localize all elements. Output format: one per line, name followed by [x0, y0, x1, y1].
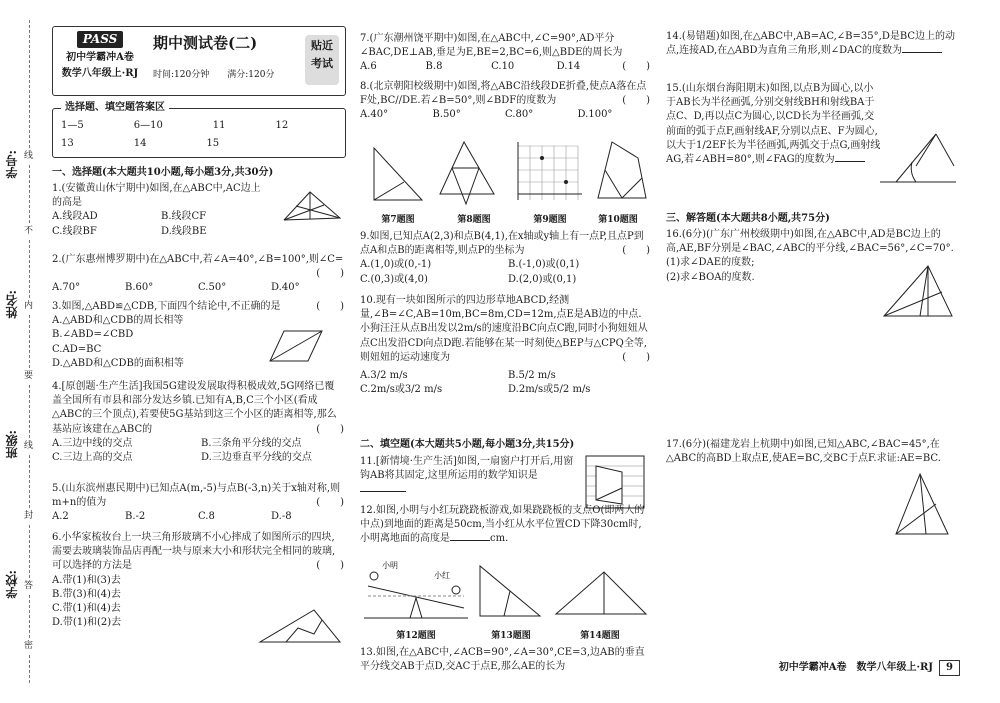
q9-option: B.(-1,0)或(0,1) — [508, 259, 580, 271]
q4-stem: 4.[原创题·生产生活]我国5G建设发展取得积极成效,5G网络已覆盖全国所有市县和部分发达乡镇.已知有A,B,C三个小区(看成△ABC的三个顶点),若要使5G基站到这三个小区的距离相等,那么基站应该建在△ABC的 — [52, 381, 337, 435]
grade-label: 数学八年级上·RJ — [61, 68, 139, 80]
cut-char: 答 — [24, 581, 34, 591]
q10-option: C.2m/s或3/2 m/s — [360, 384, 443, 396]
figure-captions-row — [360, 214, 650, 227]
answer-paren: ( ) — [316, 268, 344, 280]
q1-stem: 1.(安徽黄山休宁期中)如图,在△ABC中,AC边上的高是 — [52, 183, 261, 209]
answer-paren: ( ) — [622, 61, 650, 73]
answer-paren: ( ) — [316, 497, 344, 509]
q5-option: C.8 — [198, 511, 215, 523]
question-15 — [666, 82, 882, 167]
question-17 — [666, 438, 962, 466]
q9-figure — [510, 140, 584, 210]
full-score: 满分:120分 — [227, 70, 275, 80]
q5-stem: 5.(山东滨州惠民期中)已知点A(m,-5)与点B(-3,n)关于x轴对称,则m+n的值为 — [52, 483, 341, 509]
section-title-3: 三、解答题(本大题共8小题,共75分) — [666, 213, 830, 224]
footer-text: 初中学霸冲A卷 数学八年级上·RJ — [778, 662, 934, 673]
q10-stem: 10.现有一块如图所示的四边形草地ABCD,经测量,∠B=∠C,AB=10m,BC=8m,CD=12m,点E是AB边的中点.小狗汪汪从点B出发以2m/s的速度沿BC向点C跑,同时小狗妞妞从点C出发沿CD向点D跑.若能够在某一时刻使△BEP与△CPQ全等,则妞妞的运动速度为 — [360, 295, 648, 363]
q17-figure — [892, 470, 952, 542]
q3-option: D.△ABD和△CDB的面积相等 — [52, 357, 184, 369]
figure-caption: 第10题图 — [598, 215, 638, 225]
q1-figure — [280, 188, 344, 232]
q5-option: D.-8 — [271, 511, 292, 523]
q6-option: D.带(1)和(2)去 — [52, 617, 122, 629]
answer-paren: ( ) — [622, 245, 650, 257]
question-10 — [360, 294, 650, 397]
q2-option: B.60° — [125, 282, 154, 294]
q2-option: D.40° — [271, 282, 300, 294]
q10-option: A.3/2 m/s — [360, 369, 408, 381]
q7-stem: 7.(广东潮州饶平期中)如图,在△ABC中,∠C=90°,AD平分∠BAC,DE⊥AB,垂足为E,BE=2,BC=6,则△BDE的周长为 — [360, 33, 623, 59]
q5-option: B.-2 — [125, 511, 146, 523]
answer-paren: ( ) — [622, 351, 650, 363]
q7-option: B.8 — [425, 61, 443, 73]
q7-option: A.6 — [360, 61, 377, 73]
pass-logo: PASS — [77, 31, 124, 48]
q9-option: D.(2,0)或(0,1) — [508, 273, 577, 285]
q8-option: B.50° — [432, 109, 461, 121]
q4-option: D.三边垂直平分线的交点 — [201, 451, 312, 463]
q12-name: 小明 — [382, 561, 398, 570]
cut-char: 线 — [24, 151, 34, 161]
q8-option: D.100° — [577, 109, 613, 121]
q15-figure — [876, 126, 960, 192]
q6-option: B.带(3)和(4)去 — [52, 588, 121, 600]
figure-captions-row — [360, 630, 650, 643]
q2-option: A.70° — [52, 282, 81, 294]
question-14 — [666, 30, 962, 58]
binding-rail — [0, 0, 48, 703]
q8-stem: 8.(北京朝阳校级期中)如图,将△ABC沿线段DE折叠,使点A落在点F处,BC//DE.若∠B=50°,则∠BDF的度数为 — [360, 81, 647, 107]
time-limit: 时间:120分钟 — [153, 70, 210, 80]
q13-stem: 13.如图,在△ABC中,∠ACB=90°,∠A=30°,CE=3,边AB的垂直平分线交AB于点D,交AC于点E,那么AE的长为 — [360, 647, 645, 673]
figure-caption: 第8题图 — [457, 215, 491, 225]
q10-option: D.2m/s或5/2 m/s — [508, 384, 591, 396]
question-12 — [360, 504, 650, 547]
q6-stem: 6.小华家梳妆台上一块三角形玻璃不小心摔成了如图所示的四块,需要去玻璃装饰品店再配一块与原来大小和形状完全相同的玻璃,可以选择的方法是 — [52, 532, 336, 572]
q8-option: A.40° — [360, 109, 389, 121]
answer-box-title: 选择题、填空题答案区 — [61, 101, 169, 115]
rail-label-id: 学号: — [5, 150, 19, 179]
figure-caption: 第14题图 — [580, 631, 620, 641]
q14-stem: 14.(易错题)如图,在△ABC中,AB=AC,∠B=35°,D是BC边上的动点,连接AD,在△ABD为直角三角形,则∠DAC的度数为 — [666, 31, 956, 57]
q3-option: C.AD=BC — [52, 343, 102, 355]
q9-option: C.(0,3)或(4,0) — [360, 273, 428, 285]
q11-stem: 11.[新情境·生产生活]如图,一扇窗户打开后,用窗钩AB将其固定,这里所运用的数学知识是 — [360, 456, 574, 482]
q12-figure — [360, 556, 472, 628]
q11-figure — [582, 452, 648, 512]
question-7 — [360, 32, 650, 75]
cut-char: 内 — [24, 301, 34, 311]
q7-option: C.10 — [491, 61, 515, 73]
q17-stem: 17.(6分)(福建龙岩上杭期中)如图,已知△ABC,∠BAC=45°,在△ABC的高BD上取点E,使AE=BC,交BC于点F.求证:AE=BC. — [666, 439, 941, 465]
rail-label-class: 班级: — [5, 430, 19, 459]
q4-option: C.三边上高的交点 — [52, 451, 133, 463]
cut-char: 线 — [24, 441, 34, 451]
rail-label-school: 学校: — [5, 570, 19, 599]
q2-stem: 2.(广东惠州博罗期中)在△ABC中,若∠A=40°,∠B=100°,则∠C= — [52, 254, 344, 265]
question-13 — [360, 646, 650, 674]
rail-label-name: 姓名: — [5, 290, 19, 319]
section-title-1: 一、选择题(本大题共10小题,每小题3分,共30分) — [52, 167, 274, 178]
q14-figure — [552, 566, 650, 622]
question-9 — [360, 230, 650, 287]
q8-figure — [436, 138, 498, 208]
answer-paren: ( ) — [316, 423, 344, 435]
q4-option: B.三条角平分线的交点 — [201, 437, 302, 449]
q2-option: C.50° — [198, 282, 227, 294]
q9-stem: 9.如图,已知点A(2,3)和点B(4,1),在x轴或y轴上有一点P,且点P到点A和点B的距离相等,则点P的坐标为 — [360, 231, 644, 257]
q1-option: C.线段BF — [52, 225, 97, 237]
figure-caption: 第13题图 — [491, 631, 531, 641]
q15-stem: 15.(山东烟台海阳期末)如图,以点B为圆心,以小于AB长为半径画弧,分别交射线BH和射线BA于点C、D,再以点C为圆心,以CD长为半径画弧,交前面的弧于点F,画射线AF,分别以点E、F为圆心,以大于1/2EF长为半径画弧,两弧交于点G,画射线AG,若∠ABH=80°,则∠FAG的度数为 — [666, 83, 881, 165]
section-title-2: 二、填空题(本大题共5小题,每小题3分,共15分) — [360, 439, 575, 450]
cut-char: 封 — [24, 511, 34, 521]
q7-option: D.14 — [556, 61, 581, 73]
q6-option: C.带(1)和(4)去 — [52, 602, 121, 614]
column-2 — [360, 0, 650, 703]
q16-stem: 16.(6分)(广东广州校级期中)如图,在△ABC中,AD是BC边上的高,AE,BF分别是∠BAC,∠ABC的平分线,∠BAC=56°,∠C=70°. — [666, 229, 954, 255]
q3-option: A.△ABD和△CDB的周长相等 — [52, 315, 184, 327]
column-3 — [666, 0, 962, 703]
figure-caption: 第7题图 — [381, 215, 415, 225]
q12-tail: cm. — [490, 533, 509, 545]
q16-figure — [880, 262, 956, 324]
figure-caption: 第12题图 — [396, 631, 436, 641]
q9-option: A.(1,0)或(0,-1) — [360, 259, 432, 271]
q6-option: A.带(1)和(3)去 — [52, 574, 121, 586]
answer-row: 13 14 15 — [61, 138, 220, 149]
figure-caption: 第9题图 — [533, 215, 567, 225]
series-name: 初中学霸冲A卷 — [66, 52, 134, 64]
question-2 — [52, 253, 344, 296]
q3-figure — [266, 325, 326, 367]
q16-sub: (1)求∠DAE的度数; — [666, 257, 755, 269]
cut-char: 密 — [24, 641, 34, 651]
q12-name: 小红 — [434, 571, 450, 580]
q10-figure — [594, 138, 650, 210]
tag-line: 贴近 — [311, 39, 333, 52]
question-11 — [360, 455, 574, 498]
q8-option: C.80° — [505, 109, 534, 121]
q1-option: D.线段BE — [161, 225, 207, 237]
answer-paren: ( ) — [622, 95, 650, 107]
q13-figure — [474, 560, 546, 624]
question-8 — [360, 80, 650, 123]
question-4 — [52, 380, 344, 465]
cut-char: 不 — [24, 226, 34, 236]
page-number: 9 — [939, 660, 960, 676]
question-1 — [52, 182, 264, 239]
answer-paren: ( ) — [316, 301, 344, 312]
q16-sub: (2)求∠BOA的度数. — [666, 271, 755, 283]
q12-stem: 12.如图,小明与小红玩跷跷板游戏,如果跷跷板的支点O(即两人的中点)到地面的距离是50cm,当小红从水平位置CD下降30cm时,小明离地面的高度是 — [360, 505, 645, 545]
cut-char: 要 — [24, 371, 34, 381]
q10-option: B.5/2 m/s — [508, 369, 556, 381]
paper-title: 期中测试卷(二) — [153, 34, 258, 52]
q6-figure — [256, 606, 344, 646]
tag-line: 考试 — [311, 56, 333, 70]
column-1 — [52, 0, 344, 703]
q4-option: A.三边中线的交点 — [52, 437, 133, 449]
q7-figure — [368, 140, 428, 208]
q5-option: A.2 — [52, 511, 69, 523]
page-footer — [779, 660, 960, 676]
q3-option: B.∠ABD=∠CBD — [52, 329, 134, 341]
answer-paren: ( ) — [316, 560, 344, 572]
q3-stem: 3.如图,△ABD≌△CDB,下面四个结论中,不正确的是 — [52, 301, 281, 312]
answer-row: 1—5 6—10 11 12 — [61, 120, 289, 131]
question-5 — [52, 482, 344, 525]
q1-option: A.线段AD — [52, 211, 98, 223]
q1-option: B.线段CF — [161, 211, 207, 223]
